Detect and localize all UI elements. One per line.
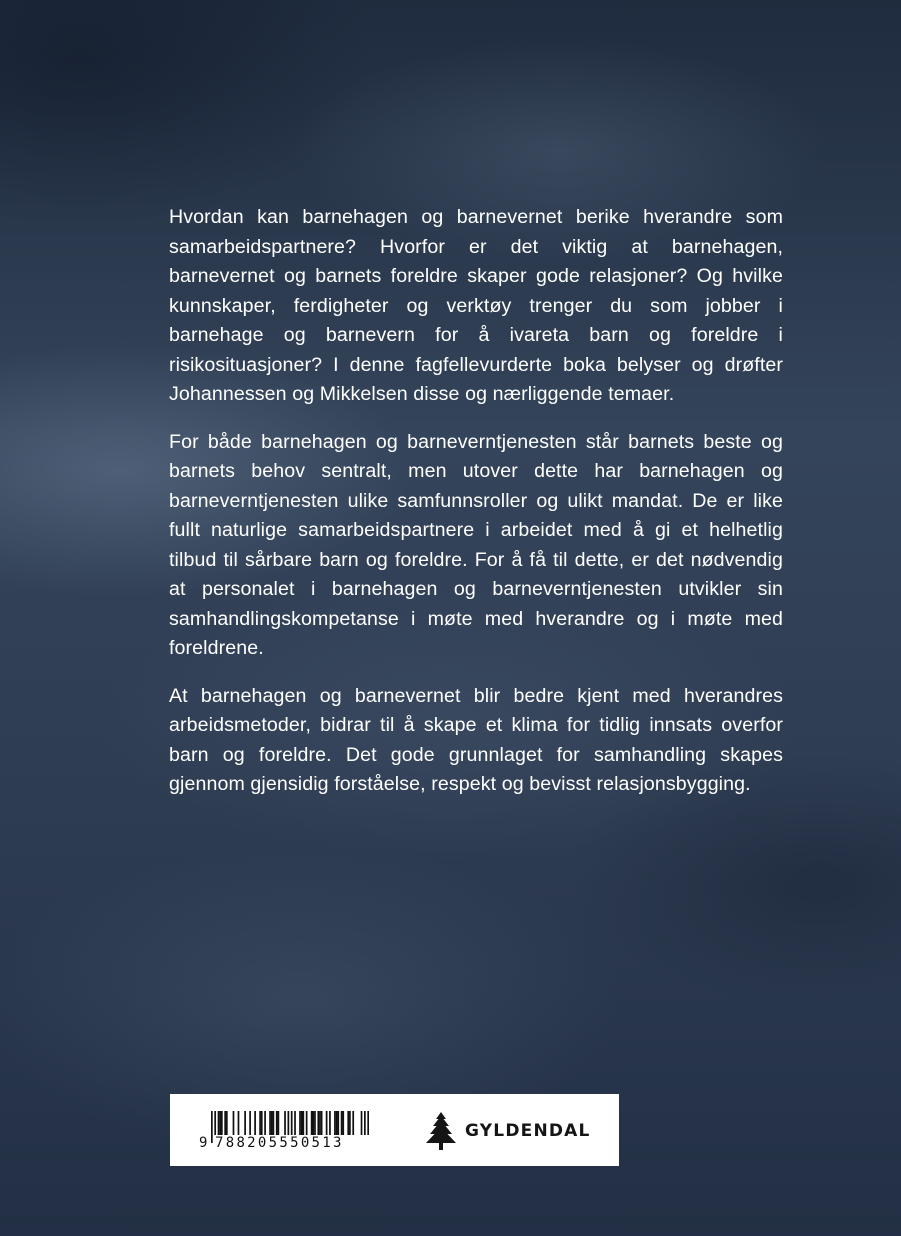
barcode-bar	[306, 1111, 308, 1137]
back-cover-blurb	[169, 203, 783, 818]
barcode-bar	[218, 1111, 220, 1137]
barcode-bar	[219, 1111, 221, 1137]
barcode-bar	[329, 1111, 331, 1137]
barcode-bar	[233, 1111, 235, 1137]
barcode-bar	[264, 1111, 266, 1137]
barcode-bar	[352, 1111, 354, 1137]
barcode-bar	[224, 1111, 226, 1137]
barcode-digits: 788205550513	[213, 1135, 375, 1151]
barcode-bar	[311, 1111, 313, 1137]
barcode-bar	[334, 1111, 336, 1137]
publisher-name: GYLDENDAL	[465, 1121, 591, 1141]
barcode-bar	[302, 1111, 304, 1137]
barcode-first-digit: 9	[199, 1135, 208, 1151]
blurb-paragraph-1: Hvordan kan barnehagen og barnevernet berike hverandre som samarbeidspartnere? Hvorfor er det viktig at barnehagen, barnevernet og barnets foreldre skaper gode relasjoner? Og hvilke kunnskaper, ferdigheter og verktøy trenger du som jobber i barnehage og barnevern for å ivareta barn og foreldre i risikosituasjoner? I denne fagfellevurderte boka belyser og drøfter Johannessen og Mikkelsen disse og nærliggende temaer.	[169, 206, 783, 405]
barcode-bar	[249, 1111, 251, 1137]
barcode-bar	[276, 1111, 278, 1137]
barcode-bar	[361, 1111, 363, 1137]
barcode-bar	[319, 1111, 321, 1137]
barcode-bar	[301, 1111, 303, 1137]
barcode-bar	[299, 1111, 301, 1137]
blurb-paragraph-3: At barnehagen og barnevernet blir bedre kjent med hverandres arbeidsmetoder, bidrar til å skape et klima for tidlig innsats overfor barn og foreldre. Det gode grunnlaget for samhandling skapes gjennom gjensidig forståelse, respekt og bevisst relasjonsbygging.	[169, 684, 783, 795]
barcode-bar	[278, 1111, 280, 1137]
barcode-label	[170, 1094, 619, 1166]
barcode-bar	[342, 1111, 344, 1137]
barcode-bar	[271, 1111, 273, 1137]
barcode-bar	[254, 1111, 256, 1137]
barcode-bar	[273, 1111, 275, 1137]
barcode-bar	[294, 1111, 296, 1137]
barcode-bar	[226, 1111, 228, 1137]
barcode-bar	[349, 1111, 351, 1137]
barcode-bar	[337, 1111, 339, 1137]
barcode-bar	[269, 1111, 271, 1137]
barcode-bar	[314, 1111, 316, 1137]
barcode-bar	[312, 1111, 314, 1137]
blurb-paragraph-2: For både barnehagen og barneverntjenesten står barnets beste og barnets behov sentralt, men utover dette har barnehagen og barneverntjenesten ulike samfunnsroller og ulikt mandat. De er like fullt naturlige samarbeidspartnere i arbeidet med å gi et helhetlig tilbud til sårbare barn og foreldre. For å få til dette, er det nødvendig at personalet i barnehagen og barneverntjenesten utvikler sin samhandlingskompetanse i møte med hverandre og i møte med foreldrene.	[169, 430, 783, 659]
barcode-bar	[261, 1111, 263, 1137]
publisher-logo	[426, 1112, 591, 1150]
barcode-bar	[326, 1111, 328, 1137]
barcode-bar	[284, 1111, 286, 1137]
barcode-bar	[321, 1111, 323, 1137]
barcode-bar	[317, 1111, 319, 1137]
barcode-bar	[238, 1111, 240, 1137]
barcode-bar	[336, 1111, 338, 1137]
barcode-bar	[244, 1111, 246, 1137]
barcode-bar	[259, 1111, 261, 1137]
fir-tree-icon	[426, 1112, 456, 1150]
barcode-bar	[341, 1111, 343, 1137]
barcode-bar	[347, 1111, 349, 1137]
barcode-bar	[221, 1111, 223, 1137]
